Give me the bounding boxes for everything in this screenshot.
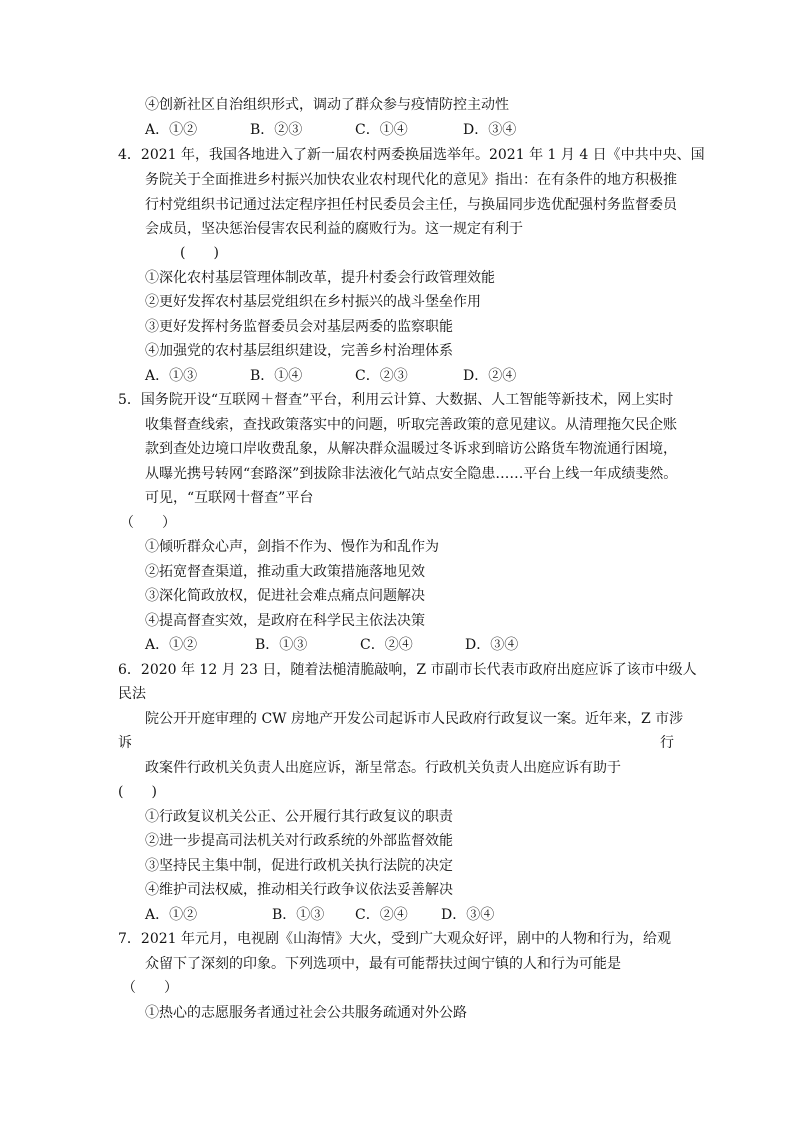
q4-option-1: ①深化农村基层管理体制改革，提升村委会行政管理效能	[145, 270, 495, 286]
q6-stem-line-5: 政案件行政机关负责人出庭应诉，渐呈常态。行政机关负责人出庭应诉有助于	[145, 760, 621, 776]
q4-option-4: ④加强党的农村基层组织建设，完善乡村治理体系	[145, 343, 453, 359]
q5-stem-line-4: 从曝光携号转网“套路深”到拔除非法液化气站点安全隐患……平台上线一年成绩斐然。	[145, 466, 678, 482]
q4-answer-paren: ( )	[180, 245, 219, 261]
q4-choice-d: D．②④	[463, 368, 517, 384]
q6-choice-d: D．③④	[441, 907, 495, 923]
q6-option-3: ③坚持民主集中制，促进行政机关执行法院的决定	[145, 858, 453, 874]
q6-choice-a: A．①②	[145, 907, 198, 923]
q5-stem-line-2: 收集督查线索，查找政策落实中的问题，听取完善政策的意见建议。从清理拖欠民企账	[145, 417, 677, 433]
q6-stem-line-2: 民法	[118, 686, 146, 702]
q7-stem-line-2: 众留下了深刻的印象。下列选项中，最有可能帮扶过闽宁镇的人和行为可能是	[145, 956, 621, 972]
q6-choices	[145, 905, 545, 927]
q6-stem-line-1: 6．2020 年 12 月 23 日，随着法槌清脆敲响，Z 市副市长代表市政府出庭应诉了该市中级人	[118, 662, 697, 678]
q3-choices	[145, 120, 545, 142]
q5-stem-line-1: 5．国务院开设“互联网＋督查”平台，利用云计算、大数据、人工智能等新技术，网上实时	[118, 392, 674, 408]
q3-option-4: ④创新社区自治组织形式，调动了群众参与疫情防控主动性	[145, 97, 509, 113]
q5-option-3: ③深化简政放权，促进社会难点痛点问题解决	[145, 588, 425, 604]
q6-stem-line-4	[118, 733, 674, 753]
q5-choice-a: A．①②	[145, 637, 198, 653]
q6-answer-paren: ( )	[118, 784, 157, 800]
q6-option-2: ②进一步提高司法机关对行政系统的外部监督效能	[145, 833, 453, 849]
q6-choice-b: B．①③	[272, 907, 325, 923]
q4-choice-a: A．①③	[145, 368, 198, 384]
q5-stem-line-5: 可见，“互联网十督查”平台	[145, 490, 314, 506]
q5-choice-c: C．②④	[360, 637, 413, 653]
q4-option-2: ②更好发挥农村基层党组织在乡村振兴的战斗堡垒作用	[145, 294, 481, 310]
q6-stem-line-4-right: 行	[660, 735, 674, 751]
q6-stem-line-3: 院公开开庭审理的 CW 房地产开发公司起诉市人民政府行政复议一案。近年来，Z 市涉	[145, 711, 684, 727]
q4-choice-b: B．①④	[250, 368, 303, 384]
q4-choices	[145, 366, 545, 388]
q3-choice-d: D．③④	[463, 122, 517, 138]
q5-choice-b: B．①③	[255, 637, 308, 653]
q4-stem-line-1: 4．2021 年，我国各地进入了新一届农村两委换届选举年。2021 年 1 月 4 日《中共中央、国	[118, 147, 705, 163]
q7-stem-line-1: 7．2021 年元月，电视剧《山海情》大火，受到广大观众好评，剧中的人物和行为，给观	[118, 931, 671, 947]
q5-option-4: ④提高督查实效，是政府在科学民主依法决策	[145, 613, 425, 629]
q4-option-3: ③更好发挥村务监督委员会对基层两委的监察职能	[145, 319, 453, 335]
q7-answer-paren: （ ）	[122, 980, 178, 996]
q3-choice-c: C．①④	[355, 122, 408, 138]
q6-stem-line-4-left: 诉	[118, 735, 132, 751]
q4-stem-line-3: 行村党组织书记通过法定程序担任村民委员会主任，与换届同步选优配强村务监督委员	[145, 197, 677, 213]
q5-choices	[145, 635, 545, 657]
q3-choice-b: B．②③	[250, 122, 303, 138]
q5-stem-line-3: 款到查处边境口岸收费乱象，从解决群众温暖过冬诉求到暗访公路货车物流通行困境，	[145, 441, 677, 457]
q4-stem-line-4: 会成员，坚决惩治侵害农民利益的腐败行为。这一规定有利于	[145, 221, 523, 237]
q5-option-1: ①倾听群众心声，剑指不作为、慢作为和乱作为	[145, 539, 439, 555]
q6-choice-c: C．②④	[355, 907, 408, 923]
q5-choice-d: D．③④	[465, 637, 519, 653]
q5-option-2: ②拓宽督查渠道，推动重大政策措施落地见效	[145, 564, 425, 580]
q7-option-1: ①热心的志愿服务者通过社会公共服务疏通对外公路	[145, 1005, 467, 1021]
q6-option-1: ①行政复议机关公正、公开履行其行政复议的职责	[145, 809, 453, 825]
q6-option-4: ④维护司法权威，推动相关行政争议依法妥善解决	[145, 882, 453, 898]
q4-choice-c: C．②③	[355, 368, 408, 384]
q3-choice-a: A．①②	[145, 122, 198, 138]
q5-answer-paren: （ ）	[120, 515, 176, 531]
q4-stem-line-2: 务院关于全面推进乡村振兴加快农业农村现代化的意见》指出：在有条件的地方积极推	[145, 172, 677, 188]
